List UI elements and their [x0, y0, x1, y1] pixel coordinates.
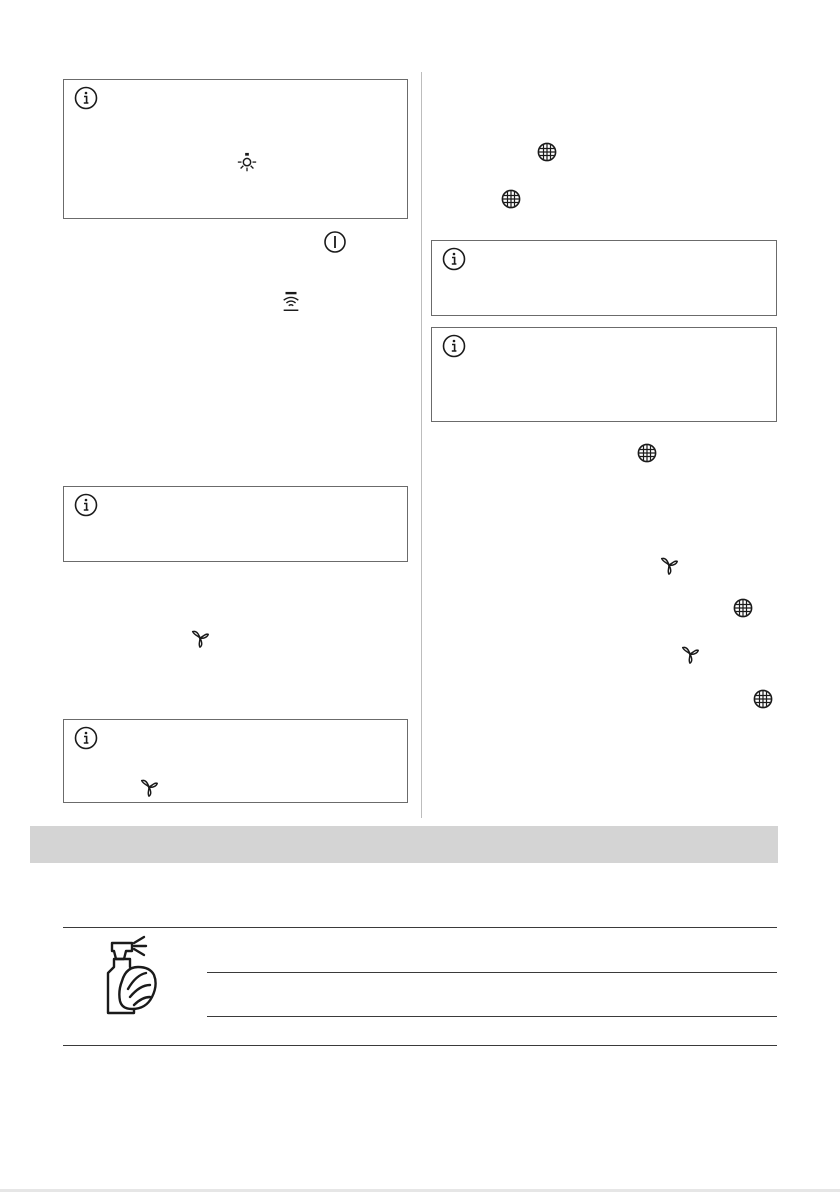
info-icon [74, 726, 98, 750]
column-divider [421, 72, 422, 818]
fan-icon [679, 643, 701, 665]
section-heading-band [30, 826, 778, 863]
info-note-right-upper [431, 240, 777, 316]
filter-grid-icon [501, 189, 521, 209]
info-icon [74, 86, 98, 110]
cleaning-spray-cloth-icon [104, 935, 164, 1017]
table-bottom-rule [63, 1045, 777, 1046]
filter-grid-icon [537, 142, 557, 162]
table-top-rule [63, 927, 777, 928]
filter-grid-icon [637, 443, 657, 463]
info-note-mid-left [63, 486, 408, 562]
info-icon [442, 334, 466, 358]
info-icon [442, 247, 466, 271]
info-note-top-left [63, 79, 408, 219]
fan-icon [658, 554, 680, 576]
info-note-bottom-left [63, 719, 408, 803]
filter-grid-icon [733, 598, 753, 618]
hob-connect-icon [280, 290, 302, 314]
light-icon [236, 152, 258, 174]
table-row-rule [207, 972, 777, 973]
filter-grid-icon [753, 689, 773, 709]
power-icon [323, 230, 347, 254]
table-row-rule [207, 1016, 777, 1017]
fan-icon [189, 627, 211, 649]
fan-icon [138, 776, 160, 798]
info-icon [74, 493, 98, 517]
info-note-right-lower [431, 327, 777, 422]
